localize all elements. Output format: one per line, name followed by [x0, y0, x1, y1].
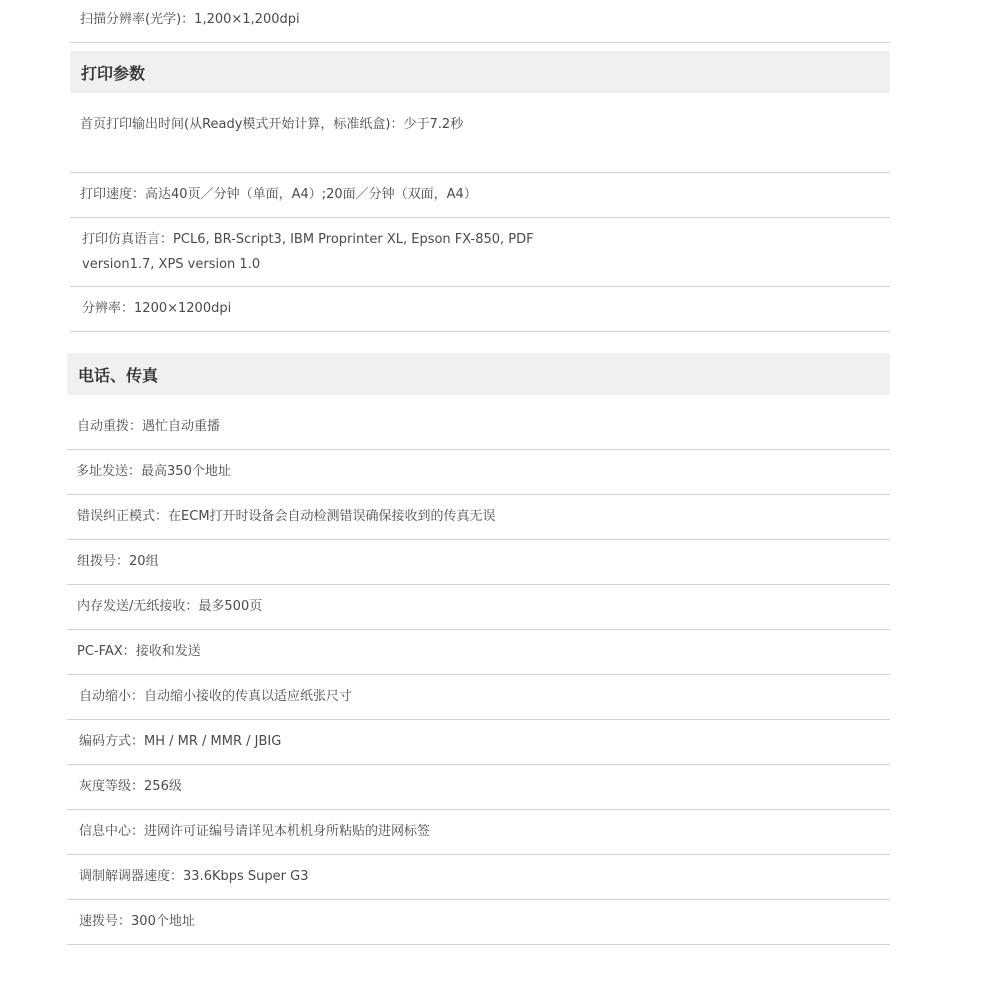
spec-label: 扫描分辨率(光学) [80, 12, 182, 27]
spec-label: PC-FAX [77, 644, 123, 659]
spec-row-speed-dial [79, 913, 195, 931]
spec-value: 20组 [129, 554, 159, 569]
spec-label: 信息中心 [79, 824, 132, 839]
spec-value: 最高350个地址 [141, 464, 231, 479]
divider [67, 584, 890, 585]
spec-separator: ： [390, 117, 404, 132]
divider [67, 674, 890, 675]
spec-label: 分辨率 [82, 301, 122, 316]
spec-row-scan-resolution [80, 11, 300, 29]
divider [70, 217, 890, 218]
divider [70, 172, 890, 173]
divider [67, 809, 890, 810]
spec-separator: ： [131, 824, 145, 839]
divider [67, 449, 890, 450]
spec-row-pc-fax [77, 643, 201, 661]
divider [67, 539, 890, 540]
spec-separator: ： [122, 644, 136, 659]
spec-row-group-dial [77, 553, 159, 571]
spec-value: 在ECM打开时设备会自动检测错误确保接收到的传真无误 [168, 509, 496, 524]
spec-label: 多址发送 [76, 464, 129, 479]
spec-value: 最多500页 [198, 599, 263, 614]
spec-row-resolution [82, 300, 231, 318]
divider [67, 899, 890, 900]
divider [67, 494, 890, 495]
spec-row-modem-speed [79, 868, 308, 886]
spec-value: 33.6Kbps Super G3 [183, 869, 309, 884]
spec-label: 自动缩小 [79, 689, 132, 704]
spec-separator: ： [121, 301, 135, 316]
spec-row-auto-redial [77, 418, 220, 436]
spec-label: 自动重拨 [77, 419, 130, 434]
spec-label: 错误纠正模式 [77, 509, 156, 524]
spec-row-first-page-time [80, 116, 463, 134]
spec-separator: ： [185, 599, 199, 614]
spec-separator: ： [131, 734, 145, 749]
divider [70, 42, 890, 43]
spec-label: 打印速度 [80, 187, 133, 202]
spec-value: MH / MR / MMR / JBIG [144, 734, 282, 749]
spec-separator: ： [129, 419, 143, 434]
spec-value: 少于7.2秒 [403, 117, 464, 132]
section-header-fax [67, 353, 890, 395]
spec-value: 256级 [144, 779, 182, 794]
spec-row-info-center [79, 823, 430, 841]
spec-separator: ： [181, 12, 195, 27]
spec-separator: ： [155, 509, 169, 524]
spec-value: 1200×1200dpi [134, 301, 232, 316]
spec-label: 打印仿真语言 [82, 232, 161, 247]
spec-label: 首页打印输出时间(从Ready模式开始计算，标准纸盒) [80, 117, 391, 132]
spec-value: PCL6, BR-Script3, IBM Proprinter XL, Epson FX-850, PDF version1.7, XPS version 1.0 [82, 232, 534, 272]
spec-value: 高达40页／分钟（单面，A4）;20面／分钟（双面，A4） [145, 187, 477, 202]
divider [70, 331, 890, 332]
spec-separator: ： [128, 464, 142, 479]
spec-row-ecm [77, 508, 496, 526]
spec-separator: ： [118, 914, 132, 929]
spec-label: 编码方式 [79, 734, 132, 749]
spec-value: 自动缩小接收的传真以适应纸张尺寸 [144, 689, 353, 704]
section-title: 打印参数 [81, 63, 146, 83]
spec-value: 1,200×1,200dpi [194, 12, 300, 27]
spec-separator: ： [160, 232, 174, 247]
spec-label: 组拨号 [77, 554, 117, 569]
spec-row-print-speed [80, 186, 477, 204]
spec-row-auto-reduction [79, 688, 352, 706]
divider [67, 854, 890, 855]
spec-label: 灰度等级 [79, 779, 132, 794]
divider [67, 764, 890, 765]
section-title: 电话、传真 [78, 365, 159, 385]
spec-label: 调制解调器速度 [79, 869, 171, 884]
divider [70, 286, 890, 287]
spec-row-emulation [82, 227, 602, 277]
spec-separator: ： [132, 187, 146, 202]
spec-separator: ： [170, 869, 184, 884]
divider [67, 629, 890, 630]
divider [67, 944, 890, 945]
spec-row-broadcast [76, 463, 231, 481]
spec-separator: ： [131, 689, 145, 704]
spec-label: 速拨号 [79, 914, 119, 929]
spec-value: 遇忙自动重播 [142, 419, 221, 434]
section-header-print [70, 51, 890, 93]
spec-value: 接收和发送 [135, 644, 201, 659]
spec-separator: ： [116, 554, 130, 569]
spec-row-grayscale [79, 778, 182, 796]
spec-row-memory-transmission [77, 598, 262, 616]
spec-value: 进网许可证编号请详见本机机身所粘贴的进网标签 [144, 824, 431, 839]
spec-separator: ： [131, 779, 145, 794]
divider [67, 719, 890, 720]
spec-value: 300个地址 [131, 914, 195, 929]
spec-row-coding [79, 733, 281, 751]
spec-label: 内存发送/无纸接收 [77, 599, 186, 614]
